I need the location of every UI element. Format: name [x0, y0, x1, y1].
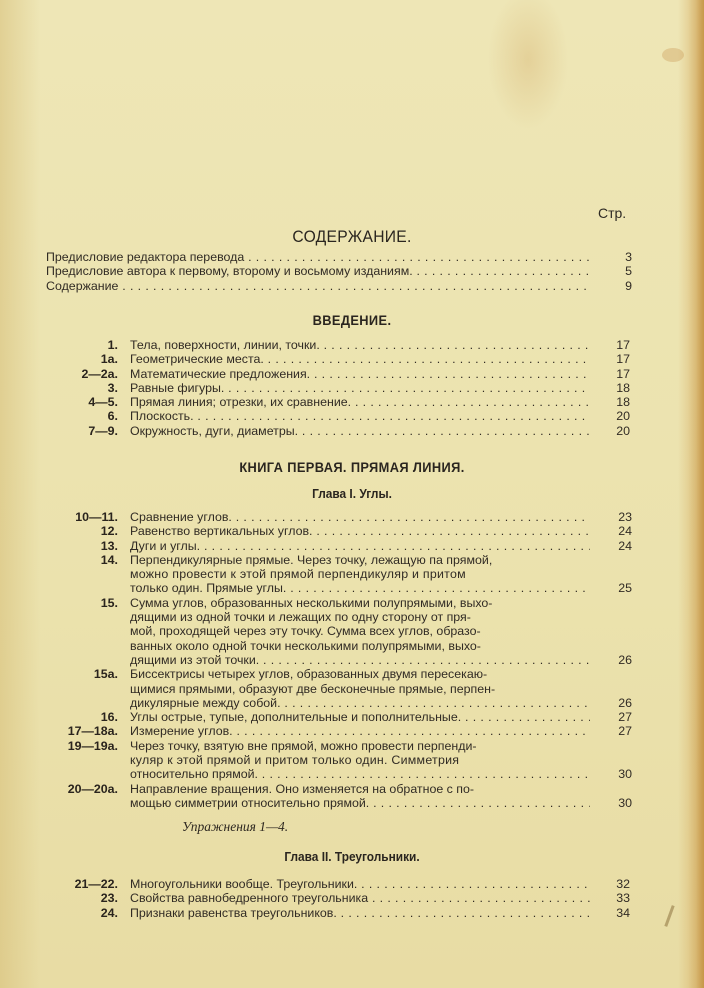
introduction-list: [0, 338, 704, 438]
toc-entry-number: 15а.: [93, 667, 118, 682]
toc-entry-page: 5: [625, 264, 632, 279]
page-edge-shadow: [688, 0, 704, 988]
toc-entry-text: относительно прямой. . . .: [130, 767, 590, 781]
toc-entry-text: мощью симметрии относительно прямой. . . .: [130, 796, 590, 810]
toc-entry: [0, 877, 704, 891]
toc-entry: [0, 279, 704, 293]
toc-entry-text: Через точку, взятую вне прямой, можно провести перпенди-: [130, 738, 477, 753]
toc-entry-number: 24.: [100, 905, 118, 920]
toc-entry-text: Равные фигуры. . . .: [130, 381, 590, 395]
toc-entry-text: Предисловие редактора перевода . . .: [46, 250, 591, 264]
toc-entry-text: Равенство вертикальных углов. . . .: [130, 524, 590, 538]
toc-entry-text: щимися прямыми, образуют две бесконечные прямые, перпен-: [130, 681, 496, 696]
toc-entry: [0, 739, 704, 753]
toc-entry-number: 21—22.: [74, 877, 118, 891]
toc-entry-text: Сравнение углов. . . .: [130, 510, 590, 524]
toc-entry-number: 17—18а.: [67, 724, 118, 739]
toc-entry: [0, 724, 704, 738]
toc-entry: [0, 553, 704, 567]
toc-entry-text: Плоскость. . . .: [130, 409, 590, 423]
toc-entry-number: 23.: [100, 891, 118, 906]
toc-entry: [0, 338, 704, 352]
toc-entry-page: 17: [616, 338, 630, 352]
toc-entry-page: 33: [616, 891, 630, 906]
toc-entry-page: 34: [616, 905, 630, 920]
toc-entry-text: Углы острые, тупые, дополнительные и пополнительные. . . .: [130, 710, 590, 724]
toc-entry-number: 19—19а.: [67, 738, 118, 753]
toc-entry-text: Окружность, дуги, диаметры. . . .: [130, 424, 590, 438]
toc-entry-page: 32: [616, 877, 630, 891]
toc-entry: [0, 352, 704, 366]
chapter-1-list: [0, 510, 704, 810]
toc-entry-text: только один. Прямые углы. . . .: [130, 581, 590, 595]
toc-entry: [0, 510, 704, 524]
toc-entry-page: 24: [618, 538, 632, 553]
toc-entry-continuation: [0, 581, 704, 595]
toc-entry-text: Математические предложения. . . .: [130, 367, 590, 381]
toc-entry-page: 20: [616, 423, 630, 438]
toc-entry-number: 4—5.: [88, 395, 118, 410]
toc-entry-text: дящими из этой точки. . . .: [130, 653, 590, 667]
chapter-2-list: [0, 877, 704, 920]
toc-entry-text: куляр к этой прямой и притом только один. Симметрия: [130, 753, 460, 768]
toc-entry-number: 16.: [100, 710, 118, 725]
page-column-label: Стр.: [598, 205, 627, 221]
page-title: СОДЕРЖАНИЕ.: [292, 227, 412, 246]
toc-entry-page: 27: [618, 724, 632, 739]
toc-entry-number: 15.: [100, 595, 118, 610]
toc-entry-text: Свойства равнобедренного треугольника . . .: [130, 891, 590, 905]
toc-entry-page: 18: [616, 380, 630, 395]
toc-entry-text: Перпендикулярные прямые. Через точку, лежащую па прямой,: [130, 552, 493, 567]
toc-entry-number: 12.: [100, 524, 118, 539]
toc-entry-continuation: [0, 696, 704, 710]
toc-entry-text: мой, проходящей через эту точку. Сумма всех углов, образо-: [130, 624, 481, 639]
toc-entry-text: Измерение углов. . . .: [130, 724, 590, 738]
toc-entry-text: Содержание . . .: [46, 279, 591, 293]
paper-stain: [662, 48, 684, 62]
toc-entry-number: 3.: [107, 380, 118, 395]
toc-entry-number: 1.: [107, 338, 118, 352]
toc-entry: [0, 367, 704, 381]
toc-entry: [0, 710, 704, 724]
toc-entry-page: 30: [618, 795, 632, 810]
toc-entry-page: 3: [625, 250, 632, 264]
toc-entry-text: Направление вращения. Оно изменяется на обратное с по-: [130, 781, 475, 796]
toc-entry-number: 10—11.: [75, 510, 118, 524]
toc-entry-number: 13.: [100, 538, 118, 553]
toc-entry-continuation: [0, 753, 704, 767]
toc-entry: [0, 539, 704, 553]
toc-entry: [0, 667, 704, 681]
toc-entry: [0, 906, 704, 920]
toc-entry-continuation: [0, 796, 704, 810]
front-matter-list: [0, 250, 704, 293]
book-heading: КНИГА ПЕРВАЯ. ПРЯМАЯ ЛИНИЯ.: [239, 460, 465, 475]
toc-entry-number: 1а.: [100, 352, 118, 367]
toc-entry-text: Геометрические места. . . .: [130, 352, 590, 366]
toc-entry-continuation: [0, 639, 704, 653]
toc-entry-number: 2—2а.: [81, 366, 118, 381]
toc-entry: [0, 264, 704, 278]
toc-entry-text: дящими из одной точки и лежащих по одну сторону от пря-: [130, 610, 471, 625]
toc-entry: [0, 409, 704, 423]
toc-entry-page: 25: [618, 581, 632, 596]
section-heading-introduction: ВВЕДЕНИЕ.: [312, 313, 392, 328]
toc-entry-continuation: [0, 767, 704, 781]
toc-entry-text: Тела, поверхности, линии, точки. . . .: [130, 338, 590, 352]
toc-entry-text: дикулярные между собой. . . .: [130, 696, 590, 710]
chapter-heading-2: Глава II. Треугольники.: [284, 850, 420, 864]
toc-entry-text: Сумма углов, образованных несколькими полупрямыми, выхо-: [130, 595, 493, 610]
exercises-label: Упражнения 1—4.: [182, 819, 289, 834]
toc-entry-continuation: [0, 682, 704, 696]
toc-entry-text: Многоугольники вообще. Треугольники. . . .: [130, 877, 590, 891]
toc-entry-page: 26: [618, 695, 632, 710]
toc-entry: [0, 381, 704, 395]
toc-entry-text: можно провести к этой прямой перпендикуляр и притом: [130, 567, 466, 582]
toc-entry-page: 18: [616, 395, 630, 410]
toc-entry-text: Биссектрисы четырех углов, образованных двумя пересекаю-: [130, 667, 488, 682]
toc-entry-page: 9: [625, 278, 632, 293]
toc-entry-page: 23: [618, 510, 632, 524]
toc-entry-text: Признаки равенства треугольников. . . .: [130, 906, 590, 920]
toc-entry-number: 14.: [100, 552, 118, 567]
toc-entry-number: 20—20а.: [67, 781, 118, 796]
toc-entry-number: 7—9.: [88, 423, 118, 438]
chapter-heading-1: Глава I. Углы.: [312, 487, 392, 501]
toc-entry: [0, 250, 704, 264]
toc-entry-number: 6.: [107, 409, 118, 424]
toc-entry-text: Дуги и углы. . . .: [130, 539, 590, 553]
toc-entry-page: 26: [618, 652, 632, 667]
toc-entry: [0, 395, 704, 409]
toc-entry: [0, 891, 704, 905]
toc-entry: [0, 524, 704, 538]
toc-entry: [0, 596, 704, 610]
toc-entry-page: 30: [618, 767, 632, 782]
toc-entry-page: 17: [616, 366, 630, 381]
toc-entry: [0, 424, 704, 438]
toc-entry-text: ванных около одной точки несколькими полупрямыми, выхо-: [130, 638, 481, 653]
toc-entry-page: 20: [616, 409, 630, 424]
toc-entry-continuation: [0, 653, 704, 667]
toc-entry-continuation: [0, 610, 704, 624]
toc-entry-page: 24: [618, 524, 632, 539]
toc-entry-continuation: [0, 624, 704, 638]
toc-entry-page: 27: [618, 710, 632, 725]
toc-entry-continuation: [0, 567, 704, 581]
toc-entry-page: 17: [616, 352, 630, 367]
toc-entry-text: Прямая линия; отрезки, их сравнение. . . .: [130, 395, 590, 409]
toc-entry: [0, 782, 704, 796]
toc-entry-text: Предисловие автора к первому, второму и восьмому изданиям. . . .: [46, 264, 591, 278]
